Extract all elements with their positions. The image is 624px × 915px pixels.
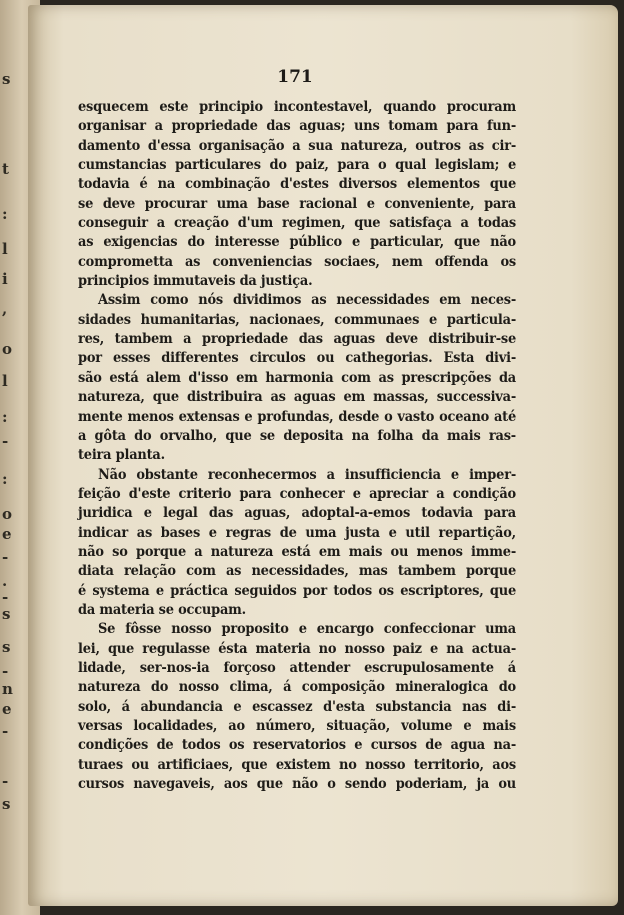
edge-char: : — [2, 408, 8, 426]
edge-char: : — [2, 205, 8, 223]
text-line: lei, que regulasse ésta materia no nosso paiz e na actua- — [78, 639, 516, 657]
edge-char: n — [2, 680, 13, 698]
text-line: todavia é na combinação d'estes diversos elementos que — [78, 175, 516, 193]
text-line: não so porque a natureza está em mais ou menos imme- — [78, 542, 516, 560]
text-line: natureza do nosso clima, á composição mineralogica do — [78, 678, 516, 696]
paragraph — [78, 290, 516, 464]
edge-char: i — [2, 270, 8, 288]
page-number: 171 — [277, 67, 313, 87]
edge-char: . — [2, 572, 8, 590]
text-line: mente menos extensas e profundas, desde o vasto oceano até — [78, 407, 516, 425]
edge-char: l — [2, 372, 8, 390]
text-line: da materia se occupam. — [78, 600, 246, 618]
text-line: é systema e práctica seguidos por todos os escriptores, que — [78, 581, 516, 599]
body-text — [78, 97, 516, 793]
text-line: conseguir a creação d'um regimen, que satisfaça a todas — [78, 214, 516, 232]
edge-char: t — [2, 160, 9, 178]
edge-char: o — [2, 505, 13, 523]
edge-char: - — [2, 588, 9, 606]
text-line: feição d'este criterio para conhecer e apreciar a condição — [78, 484, 516, 502]
paragraph — [78, 465, 516, 620]
edge-char: : — [2, 470, 8, 488]
text-line: cursos navegaveis, aos que não o sendo poderiam, ja ou — [78, 775, 516, 793]
text-line: Não obstante reconhecermos a insufficiencia e imper- — [98, 465, 516, 483]
book-page — [28, 5, 618, 906]
text-line: Assim como nós dividimos as necessidades em neces- — [98, 291, 516, 309]
edge-char: - — [2, 432, 9, 450]
text-line: natureza, que distribuira as aguas em massas, successiva- — [78, 388, 516, 406]
text-line: condições de todos os reservatorios e cursos de agua na- — [78, 736, 516, 754]
text-line: solo, á abundancia e escassez d'esta substancia nas di- — [78, 697, 516, 715]
text-line: Se fôsse nosso proposito e encargo confeccionar uma — [98, 620, 516, 638]
edge-char: - — [2, 662, 9, 680]
text-line: indicar as bases e regras de uma justa e util repartição, — [78, 523, 516, 541]
text-line: res, tambem a propriedade das aguas deve distribuir-se — [78, 330, 516, 348]
edge-char: e — [2, 525, 12, 543]
text-line: por esses differentes circulos ou cathegorias. Esta divi- — [78, 349, 516, 367]
edge-char: - — [2, 722, 9, 740]
text-line: juridica e legal das aguas, adoptal-a-emos todavia para — [78, 504, 516, 522]
text-line: se deve procurar uma base racional e conveniente, para — [78, 194, 516, 212]
text-line: principios immutaveis da justiça. — [78, 272, 313, 290]
text-line: lidade, ser-nos-ia forçoso attender escrupulosamente á — [78, 658, 516, 676]
edge-char: s — [2, 70, 11, 88]
edge-char: s — [2, 795, 11, 813]
text-line: organisar a propriedade das aguas; uns tomam para fun- — [78, 117, 516, 135]
paragraph — [78, 97, 516, 290]
paragraph — [78, 619, 516, 793]
edge-char: s — [2, 605, 11, 623]
text-line: as exigencias do interesse público e particular, que não — [78, 233, 516, 251]
edge-char: e — [2, 700, 12, 718]
text-line: cumstancias particulares do paiz, para o qual legislam; e — [78, 156, 516, 174]
text-line: sidades humanitarias, nacionaes, communaes e particula- — [78, 310, 516, 328]
edge-char: , — [2, 300, 8, 318]
text-line: versas localidades, ao número, situação, volume e mais — [78, 717, 516, 734]
edge-char: o — [2, 340, 13, 358]
text-line: esquecem este principio incontestavel, quando procuram — [78, 98, 516, 115]
edge-char: l — [2, 240, 8, 258]
edge-char: - — [2, 772, 9, 790]
edge-char: - — [2, 548, 9, 566]
text-line: diata relação com as necessidades, mas tambem porque — [78, 562, 516, 580]
text-line: comprometta as conveniencias sociaes, nem offenda os — [78, 252, 516, 270]
text-line: teira planta. — [78, 446, 165, 464]
text-line: damento d'essa organisação a sua natureza, outros as cir- — [78, 136, 516, 154]
text-line: turaes ou artificiaes, que existem no nosso territorio, aos — [78, 755, 516, 773]
text-line: a gôta do orvalho, que se deposita na folha da mais ras- — [78, 426, 516, 444]
text-line: são está alem d'isso em harmonia com as prescripções da — [78, 368, 516, 386]
edge-char: s — [2, 638, 11, 656]
